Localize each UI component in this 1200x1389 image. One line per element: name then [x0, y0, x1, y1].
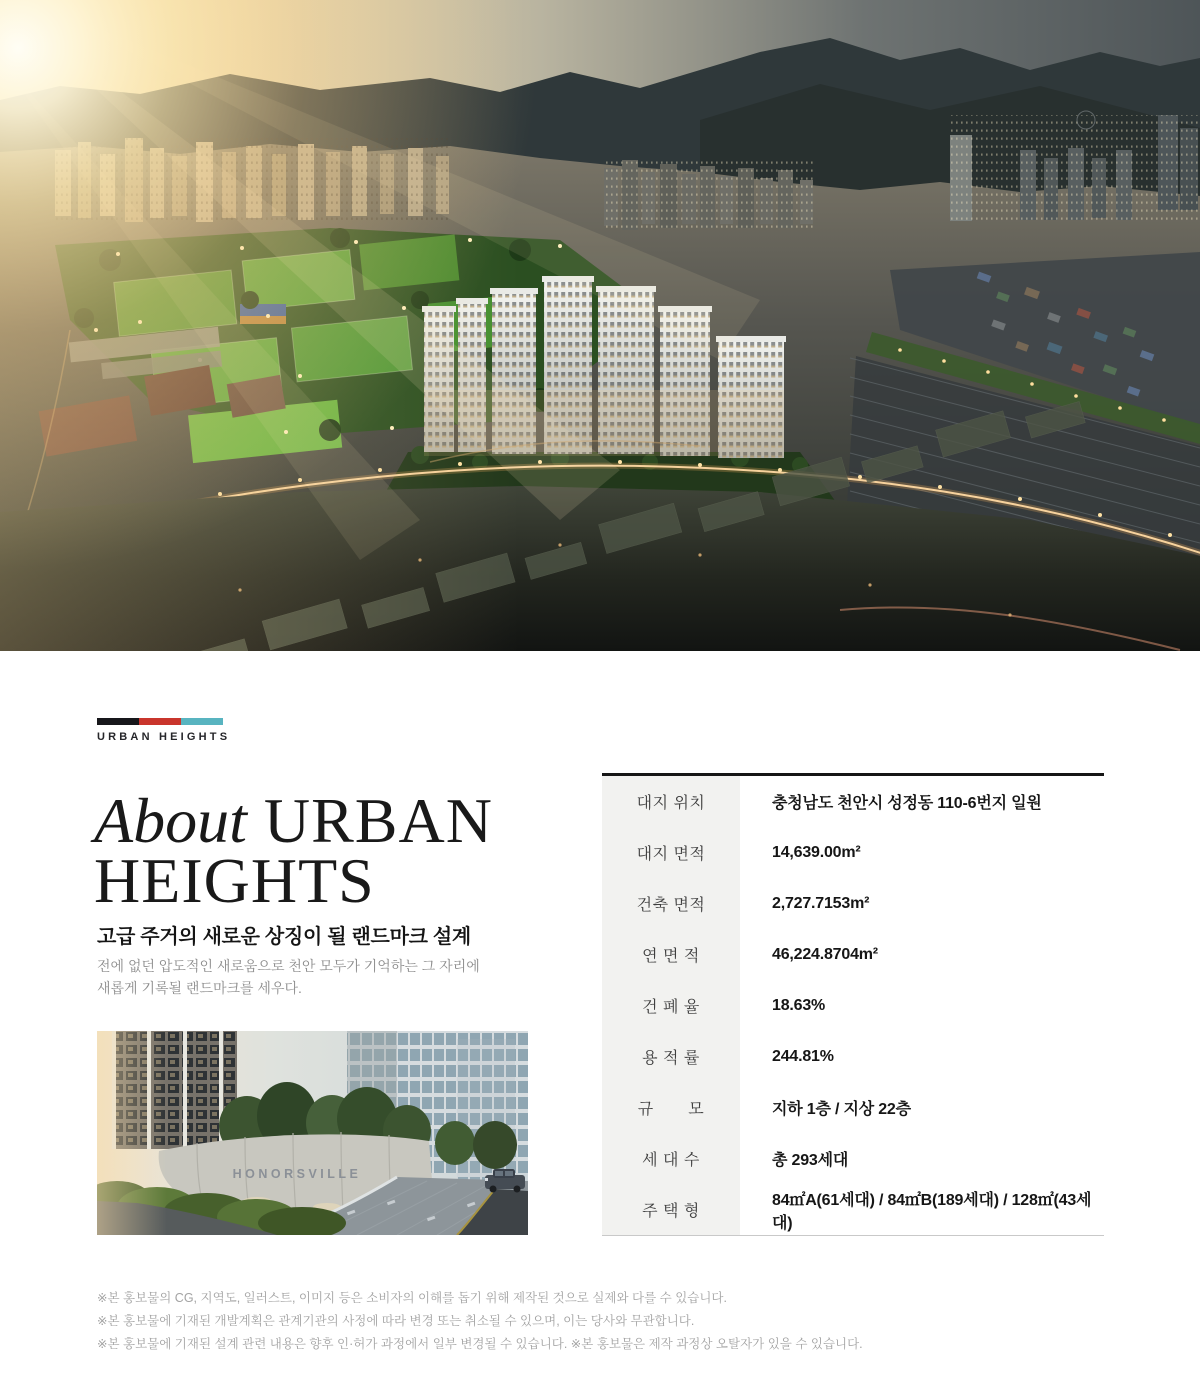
table-row	[602, 1082, 1104, 1133]
spec-value: 총 293세대	[772, 1152, 849, 1169]
table-row	[602, 1184, 1104, 1235]
spec-value: 14,639.00m²	[772, 843, 861, 861]
section-description	[97, 955, 480, 999]
spec-label: 주 택 형	[602, 1184, 740, 1235]
spec-value: 18.63%	[772, 996, 826, 1014]
spec-label: 대지 면적	[602, 827, 740, 878]
spec-value: 244.81%	[772, 1047, 834, 1065]
spec-value: 충청남도 천안시 성정동 110-6번지 일원	[772, 795, 1042, 812]
spec-label: 건축 면적	[602, 878, 740, 929]
logo-bar-red-segment	[139, 718, 181, 725]
section-subtitle: 고급 주거의 새로운 상징이 될 랜드마크 설계	[97, 926, 471, 948]
spec-value: 2,727.7153m²	[772, 894, 870, 912]
page-title-italic: About	[94, 784, 247, 856]
spec-label: 용 적 률	[602, 1031, 740, 1082]
page-title	[94, 784, 614, 916]
photo-sign-text: HONORSVILLE	[232, 1167, 362, 1181]
specs-table-body	[602, 776, 1104, 1235]
page-title-line2: HEIGHTS	[94, 844, 375, 916]
specs-table	[602, 773, 1104, 1236]
spec-label: 대지 위치	[602, 776, 740, 827]
spec-label: 연 면 적	[602, 929, 740, 980]
table-row	[602, 776, 1104, 827]
spec-label: 세 대 수	[602, 1133, 740, 1184]
description-line: 새롭게 기록될 랜드마크를 세우다.	[97, 980, 302, 996]
spec-value: 84㎡A(61세대) / 84㎡B(189세대) / 128㎡(43세대)	[772, 1191, 1092, 1232]
entrance-photo	[97, 1031, 528, 1235]
table-row	[602, 1133, 1104, 1184]
brand-logo-bar	[97, 718, 223, 725]
disclaimer-line: ※본 홍보물에 기재된 설계 관련 내용은 향후 인·허가 과정에서 일부 변경될 수 있습니다. ※본 홍보물은 제작 과정상 오탈자가 있을 수 있습니다.	[97, 1337, 863, 1351]
table-row	[602, 929, 1104, 980]
spec-label: 규 모	[602, 1082, 740, 1133]
photo-warm-glow	[97, 1031, 167, 1235]
logo-bar-teal-segment	[181, 718, 223, 725]
disclaimer-notes	[97, 1287, 863, 1356]
table-row	[602, 1031, 1104, 1082]
hero-illustration	[0, 0, 1200, 651]
spec-value: 46,224.8704m²	[772, 945, 878, 963]
spec-value: 지하 1층 / 지상 22층	[772, 1101, 911, 1118]
logo-bar-black-segment	[97, 718, 139, 725]
description-line: 전에 없던 압도적인 새로움으로 천안 모두가 기억하는 그 자리에	[97, 958, 480, 974]
brand-logo-text: URBAN HEIGHTS	[97, 731, 231, 743]
disclaimer-line: ※본 홍보물에 기재된 개발계획은 관계기관의 사정에 따라 변경 또는 취소될 수 있으며, 이는 당사와 무관합니다.	[97, 1314, 695, 1328]
disclaimer-line: ※본 홍보물의 CG, 지역도, 일러스트, 이미지 등은 소비자의 이해를 돕기 위해 제작된 것으로 실제와 다를 수 있습니다.	[97, 1291, 727, 1305]
hero-aerial-image	[0, 0, 1200, 651]
table-row	[602, 980, 1104, 1031]
table-row	[602, 827, 1104, 878]
spec-label: 건 폐 율	[602, 980, 740, 1031]
table-row	[602, 878, 1104, 929]
page-title-rest: URBAN	[246, 784, 493, 856]
